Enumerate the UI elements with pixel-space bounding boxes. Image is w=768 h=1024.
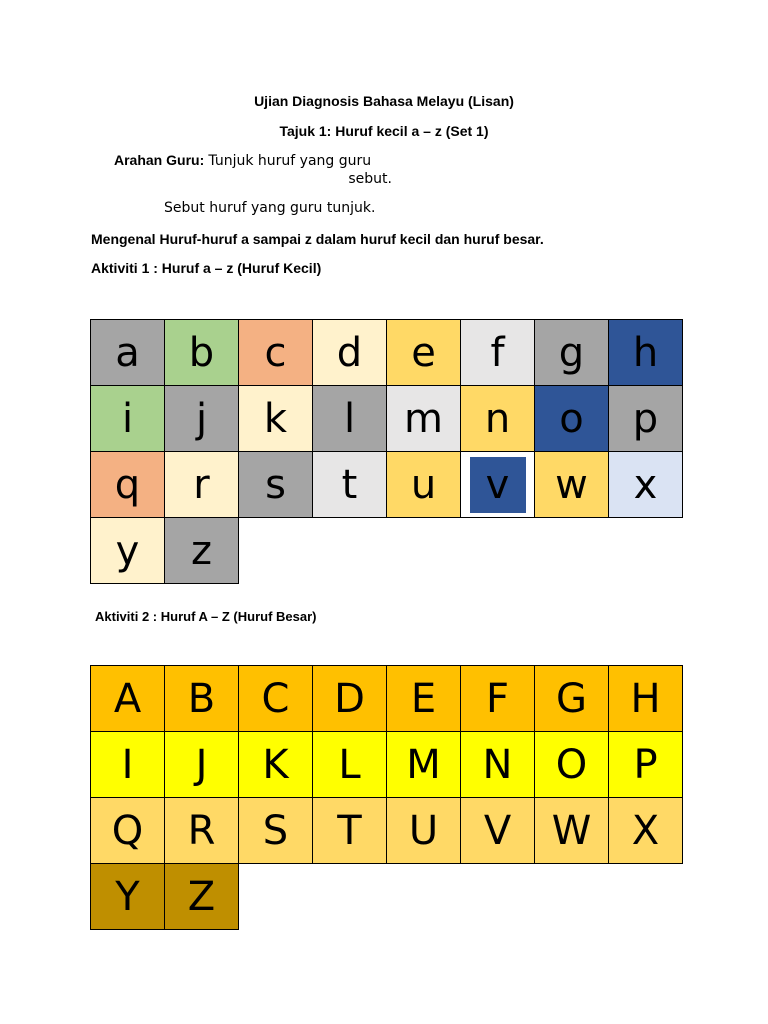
lowercase-letter-m: m [404,395,443,442]
uppercase-cell-H [609,666,683,732]
empty-cell [387,864,461,930]
uppercase-letter-U: U [408,807,439,854]
empty-cell [461,518,535,584]
lowercase-letter-g: g [558,329,585,376]
empty-cell [239,864,313,930]
lowercase-cell-f [461,320,535,386]
uppercase-cell-Z [165,864,239,930]
lowercase-cell-s [239,452,313,518]
uppercase-cell-P [609,732,683,798]
lowercase-row [91,320,683,386]
lowercase-letter-t: t [341,461,358,508]
lowercase-cell-x [609,452,683,518]
instruction-text-1a: Tunjuk huruf yang guru [208,153,372,169]
empty-cell [239,518,313,584]
document-subtitle: Tajuk 1: Huruf kecil a – z (Set 1) [279,123,489,139]
lowercase-cell-i [91,386,165,452]
uppercase-letter-grid [90,665,683,930]
uppercase-row [91,732,683,798]
uppercase-cell-O [535,732,609,798]
uppercase-row [91,798,683,864]
lowercase-letter-y: y [115,527,140,574]
lowercase-letter-w: w [555,461,588,508]
lowercase-letter-j: j [195,395,208,442]
lowercase-letter-i: i [121,395,134,442]
uppercase-cell-D [313,666,387,732]
lowercase-letter-q: q [114,461,141,508]
lowercase-cell-u [387,452,461,518]
lowercase-cell-b [165,320,239,386]
empty-cell [461,864,535,930]
lowercase-letter-p: p [632,395,659,442]
lowercase-letter-z: z [191,527,212,574]
lowercase-letter-o: o [559,395,584,442]
lowercase-letter-k: k [263,395,288,442]
lowercase-cell-h [609,320,683,386]
lowercase-cell-y [91,518,165,584]
lowercase-cell-k [239,386,313,452]
uppercase-letter-N: N [482,741,513,788]
uppercase-cell-M [387,732,461,798]
lowercase-cell-t [313,452,387,518]
uppercase-letter-R: R [187,807,216,854]
empty-cell [387,518,461,584]
lowercase-cell-n [461,386,535,452]
instruction-label: Arahan Guru: [114,152,205,168]
uppercase-cell-V [461,798,535,864]
uppercase-letter-A: A [113,675,142,722]
uppercase-letter-S: S [262,807,289,854]
lowercase-cell-p [609,386,683,452]
uppercase-letter-L: L [338,741,361,788]
activity-2-heading: Aktiviti 2 : Huruf A – Z (Huruf Besar) [95,609,317,624]
empty-cell [535,518,609,584]
uppercase-letter-V: V [483,807,512,854]
lowercase-cell-g [535,320,609,386]
uppercase-letter-T: T [337,807,362,854]
uppercase-cell-X [609,798,683,864]
instruction-text-2: Sebut huruf yang guru tunjuk. [164,200,376,216]
uppercase-cell-F [461,666,535,732]
uppercase-cell-U [387,798,461,864]
lowercase-cell-a [91,320,165,386]
document-title: Ujian Diagnosis Bahasa Melayu (Lisan) [254,93,514,109]
uppercase-cell-Q [91,798,165,864]
activity-1-heading: Aktiviti 1 : Huruf a – z (Huruf Kecil) [91,260,322,276]
lowercase-letter-r: r [193,461,210,508]
uppercase-letter-I: I [121,741,134,788]
empty-cell [609,864,683,930]
uppercase-letter-Z: Z [187,873,216,920]
uppercase-letter-F: F [485,675,509,722]
uppercase-row [91,864,683,930]
lowercase-cell-z [165,518,239,584]
uppercase-cell-B [165,666,239,732]
uppercase-row [91,666,683,732]
uppercase-cell-N [461,732,535,798]
uppercase-cell-G [535,666,609,732]
lowercase-letter-f: f [490,329,505,376]
lowercase-letter-v: v [470,457,526,513]
empty-cell [313,518,387,584]
lowercase-cell-j [165,386,239,452]
uppercase-letter-J: J [195,741,208,788]
uppercase-letter-C: C [261,675,290,722]
intro-text: Mengenal Huruf-huruf a sampai z dalam huruf kecil dan huruf besar. [91,231,544,247]
uppercase-cell-A [91,666,165,732]
uppercase-cell-E [387,666,461,732]
lowercase-letter-h: h [632,329,659,376]
lowercase-cell-q [91,452,165,518]
empty-cell [313,864,387,930]
lowercase-cell-e [387,320,461,386]
uppercase-letter-P: P [633,741,658,788]
uppercase-letter-H: H [630,675,661,722]
uppercase-letter-K: K [262,741,289,788]
uppercase-letter-Y: Y [115,873,140,920]
lowercase-cell-v [461,452,535,518]
uppercase-cell-L [313,732,387,798]
uppercase-cell-W [535,798,609,864]
lowercase-cell-m [387,386,461,452]
lowercase-letter-d: d [336,329,363,376]
lowercase-letter-s: s [265,461,286,508]
instruction-text-1b: sebut. [348,171,392,187]
uppercase-letter-E: E [410,675,437,722]
lowercase-cell-l [313,386,387,452]
lowercase-letter-u: u [410,461,437,508]
teacher-instruction [114,152,394,169]
uppercase-letter-M: M [406,741,441,788]
uppercase-cell-T [313,798,387,864]
lowercase-cell-c [239,320,313,386]
lowercase-cell-w [535,452,609,518]
lowercase-row [91,518,683,584]
uppercase-cell-I [91,732,165,798]
uppercase-letter-O: O [555,741,588,788]
lowercase-letter-l: l [343,395,356,442]
lowercase-letter-x: x [633,461,658,508]
empty-cell [535,864,609,930]
lowercase-letter-c: c [264,329,287,376]
lowercase-letter-grid [90,319,683,584]
lowercase-letter-n: n [484,395,511,442]
lowercase-cell-r [165,452,239,518]
uppercase-letter-W: W [551,807,592,854]
uppercase-letter-B: B [187,675,216,722]
lowercase-row [91,452,683,518]
uppercase-letter-X: X [631,807,660,854]
lowercase-letter-e: e [411,329,436,376]
uppercase-cell-C [239,666,313,732]
uppercase-cell-Y [91,864,165,930]
lowercase-cell-d [313,320,387,386]
uppercase-letter-G: G [556,675,587,722]
uppercase-letter-Q: Q [111,807,144,854]
uppercase-cell-R [165,798,239,864]
lowercase-letter-b: b [188,329,215,376]
uppercase-cell-J [165,732,239,798]
empty-cell [609,518,683,584]
lowercase-cell-o [535,386,609,452]
lowercase-row [91,386,683,452]
uppercase-letter-D: D [334,675,365,722]
uppercase-cell-S [239,798,313,864]
uppercase-cell-K [239,732,313,798]
lowercase-letter-a: a [115,329,140,376]
